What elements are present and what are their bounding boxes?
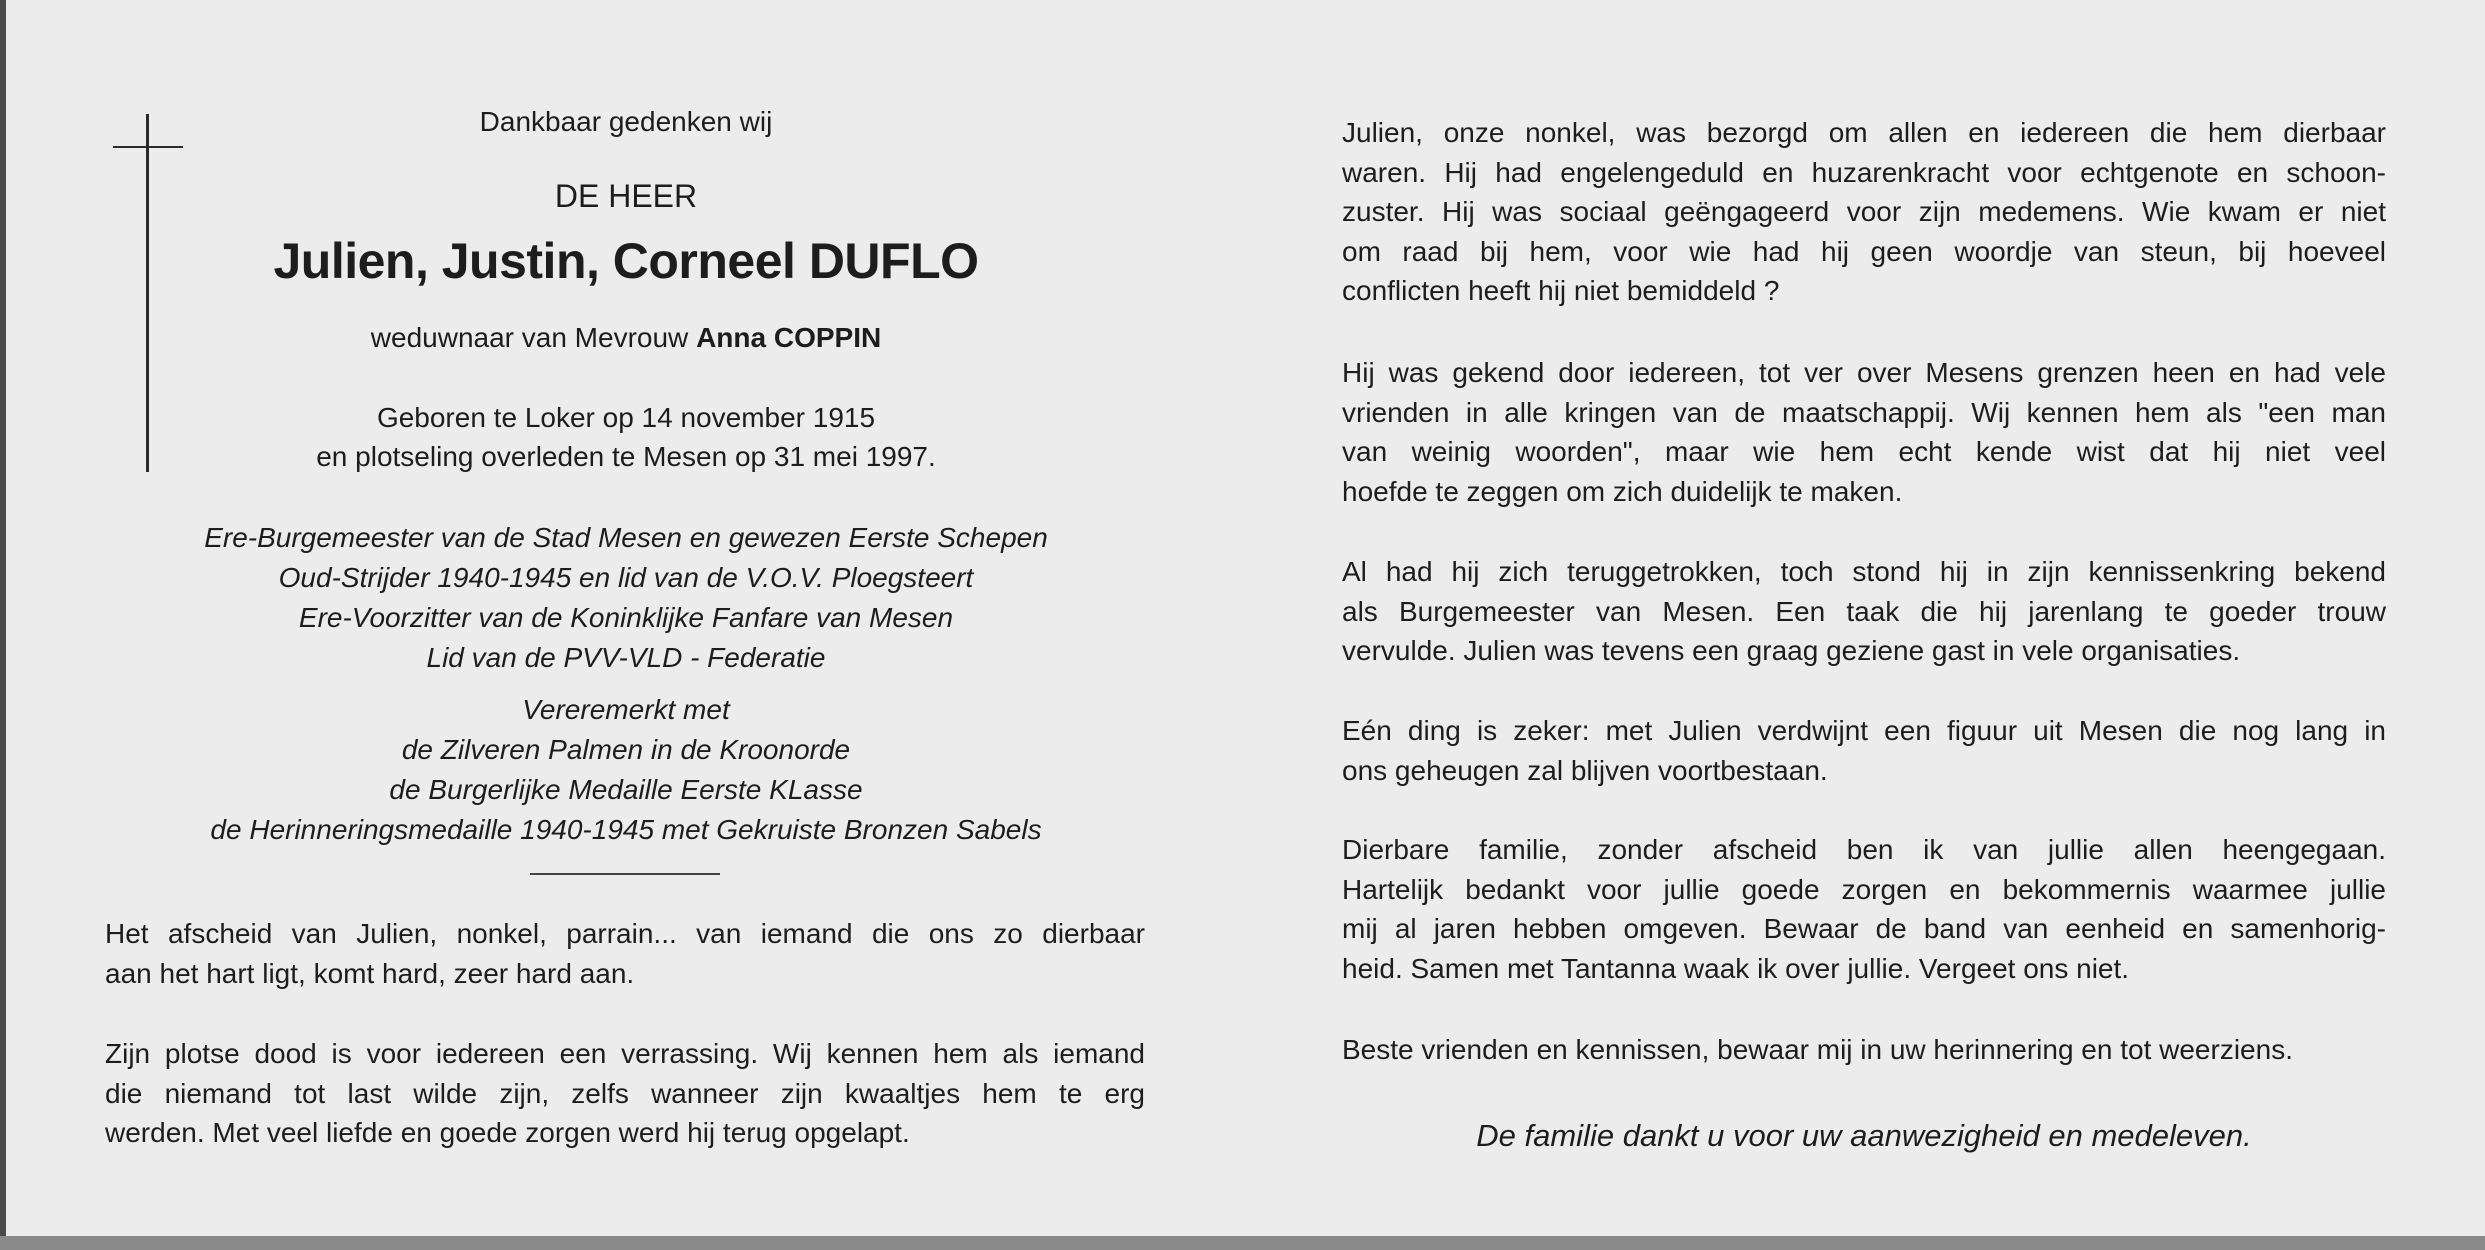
paragraph-line: werden. Met veel liefde en goede zorgen werd hij terug opgelapt. — [105, 1117, 910, 1148]
paragraph-line: heid. Samen met Tantanna waak ik over jullie. Vergeet ons niet. — [1342, 952, 2130, 984]
paragraph-line: aan het hart ligt, komt hard, zeer hard aan. — [105, 957, 635, 989]
paragraph-line: ons geheugen zal blijven voortbestaan. — [1342, 754, 1828, 786]
scan-edge-bottom — [0, 1236, 2485, 1250]
paragraph-line: waren. Hij had engelengeduld en huzarenkracht voor echtgenote en schoon- — [1342, 156, 2386, 188]
paragraph-line: om raad bij hem, voor wie had hij geen woordje van steun, bij hoeveel — [1342, 235, 2386, 267]
closing-text: De familie dankt u voor uw aanwezigheid en medeleven. — [1476, 1118, 2252, 1153]
honour-line: Vereremerkt met — [522, 694, 730, 725]
paragraph — [1342, 1030, 2386, 1070]
paragraph-line: Hij was gekend door iedereen, tot ver over Mesens grenzen heen en had vele — [1342, 357, 2386, 388]
widower-line — [126, 322, 1126, 354]
paragraph — [1342, 711, 2386, 790]
paragraph — [1342, 113, 2386, 311]
paragraph-line: Eén ding is zeker: met Julien verdwijnt een figuur uit Mesen die nog lang in — [1342, 715, 2386, 746]
birth-line: Geboren te Loker op 14 november 1915 — [376, 402, 876, 433]
honour-line: de Burgerlijke Medaille Eerste KLasse — [389, 774, 863, 805]
paragraph — [105, 914, 1145, 993]
title-line: Lid van de PVV-VLD - Federatie — [426, 642, 826, 673]
paragraph-line: Hartelijk bedankt voor jullie goede zorgen en bekommernis waarmee jullie — [1342, 873, 2386, 905]
paragraph-line: Het afscheid van Julien, nonkel, parrain... van iemand die ons zo dierbaar — [105, 918, 1145, 949]
paragraph-line: Julien, onze nonkel, was bezorgd om allen en iedereen die hem dierbaar — [1342, 117, 2386, 148]
paragraph-line: mij al jaren hebben omgeven. Bewaar de band van eenheid en samenhorig- — [1342, 913, 2386, 944]
paragraph — [105, 1034, 1145, 1153]
paragraph — [1342, 830, 2386, 988]
title-text: DE HEER — [554, 178, 698, 214]
paragraph-line: zuster. Hij was sociaal geëngageerd voor zijn medemens. Wie kwam er niet — [1342, 196, 2386, 227]
paragraph-line: hoefde te zeggen om zich duidelijk te maken. — [1342, 475, 1903, 507]
widower-name: Anna COPPIN — [696, 322, 882, 353]
death-line: en plotseling overleden te Mesen op 31 mei 1997. — [316, 441, 936, 472]
paragraph-line: Zijn plotse dood is voor iedereen een verrassing. Wij kennen hem als iemand — [105, 1038, 1145, 1069]
honour-line: de Herinneringsmedaille 1940-1945 met Gekruiste Bronzen Sabels — [210, 814, 1042, 845]
paragraph — [1342, 552, 2386, 671]
paragraph-line: Beste vrienden en kennissen, bewaar mij in uw herinnering en tot weerziens. — [1342, 1034, 2293, 1065]
cross-horizontal — [113, 146, 183, 148]
divider — [530, 873, 720, 875]
title-line: Oud-Strijder 1940-1945 en lid van de V.O.V. Ploegsteert — [278, 562, 974, 593]
honour-line: de Zilveren Palmen in de Kroonorde — [401, 734, 851, 765]
widower-prefix: weduwnaar van Mevrouw — [370, 322, 689, 353]
deceased-name: Julien, Justin, Corneel DUFLO — [273, 233, 979, 289]
paragraph-line: van weinig woorden", maar wie hem echt kende wist dat hij niet veel — [1342, 436, 2386, 467]
paragraph-line: vervulde. Julien was tevens een graag geziene gast in vele organisaties. — [1342, 635, 2241, 666]
title-line: Ere-Voorzitter van de Koninklijke Fanfare van Mesen — [298, 602, 954, 633]
title-line: Ere-Burgemeester van de Stad Mesen en gewezen Eerste Schepen — [204, 522, 1048, 553]
paragraph-line: als Burgemeester van Mesen. Een taak die hij jarenlang te goeder trouw — [1342, 595, 2386, 627]
paragraph-line: vrienden in alle kringen van de maatschappij. Wij kennen hem als "een man — [1342, 396, 2386, 428]
paragraph — [1342, 353, 2386, 511]
intro-text: Dankbaar gedenken wij — [479, 106, 773, 137]
paragraph-line: Al had hij zich teruggetrokken, toch stond hij in zijn kennissenkring bekend — [1342, 556, 2386, 587]
paragraph-line: conflicten heeft hij niet bemiddeld ? — [1342, 275, 1780, 306]
paragraph-line: Dierbare familie, zonder afscheid ben ik van jullie allen heengegaan. — [1342, 834, 2386, 865]
honours-list — [126, 690, 1126, 850]
paragraph-line: die niemand tot last wilde zijn, zelfs wanneer zijn kwaaltjes hem te erg — [105, 1077, 1145, 1109]
scan-edge-left — [0, 0, 6, 1250]
titles-list — [126, 518, 1126, 678]
